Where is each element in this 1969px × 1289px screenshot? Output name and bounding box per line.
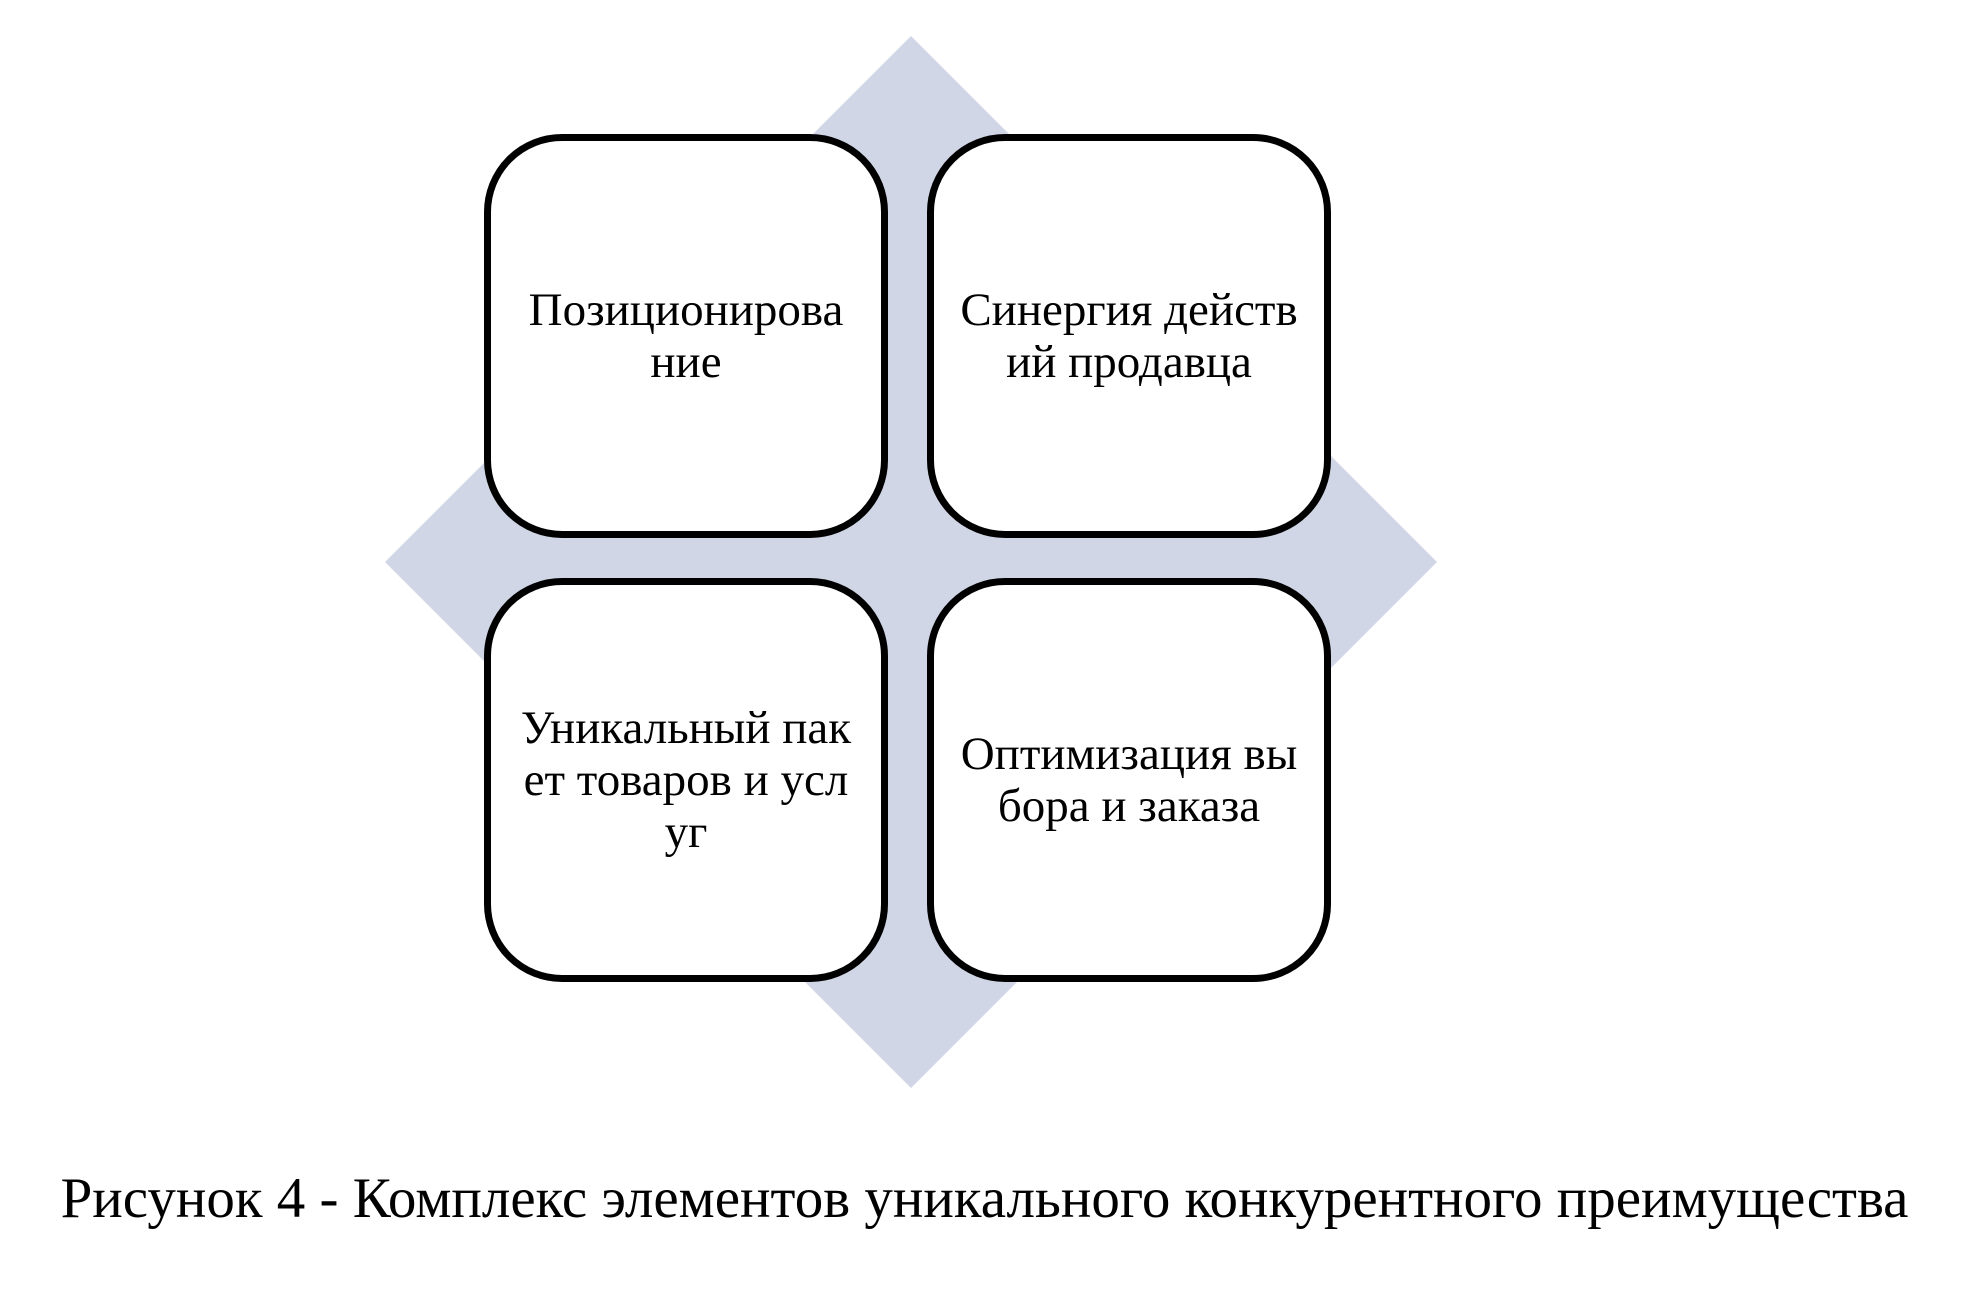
figure-caption: Рисунок 4 - Комплекс элементов уникального конкурентного преимущества <box>60 1167 1909 1230</box>
box-unique-package <box>484 578 888 982</box>
box-seller-synergy <box>927 134 1331 538</box>
box-positioning-label: Позиционирова ние <box>528 284 844 388</box>
box-unique-package-label: Уникальный пакет товаров и услуг <box>520 702 852 858</box>
box-selection-optimization-label: Оптимизация выбора и заказа <box>960 728 1298 832</box>
box-positioning <box>484 134 888 538</box>
box-seller-synergy-label: Синергия действий продавца <box>960 284 1298 388</box>
box-selection-optimization <box>927 578 1331 982</box>
